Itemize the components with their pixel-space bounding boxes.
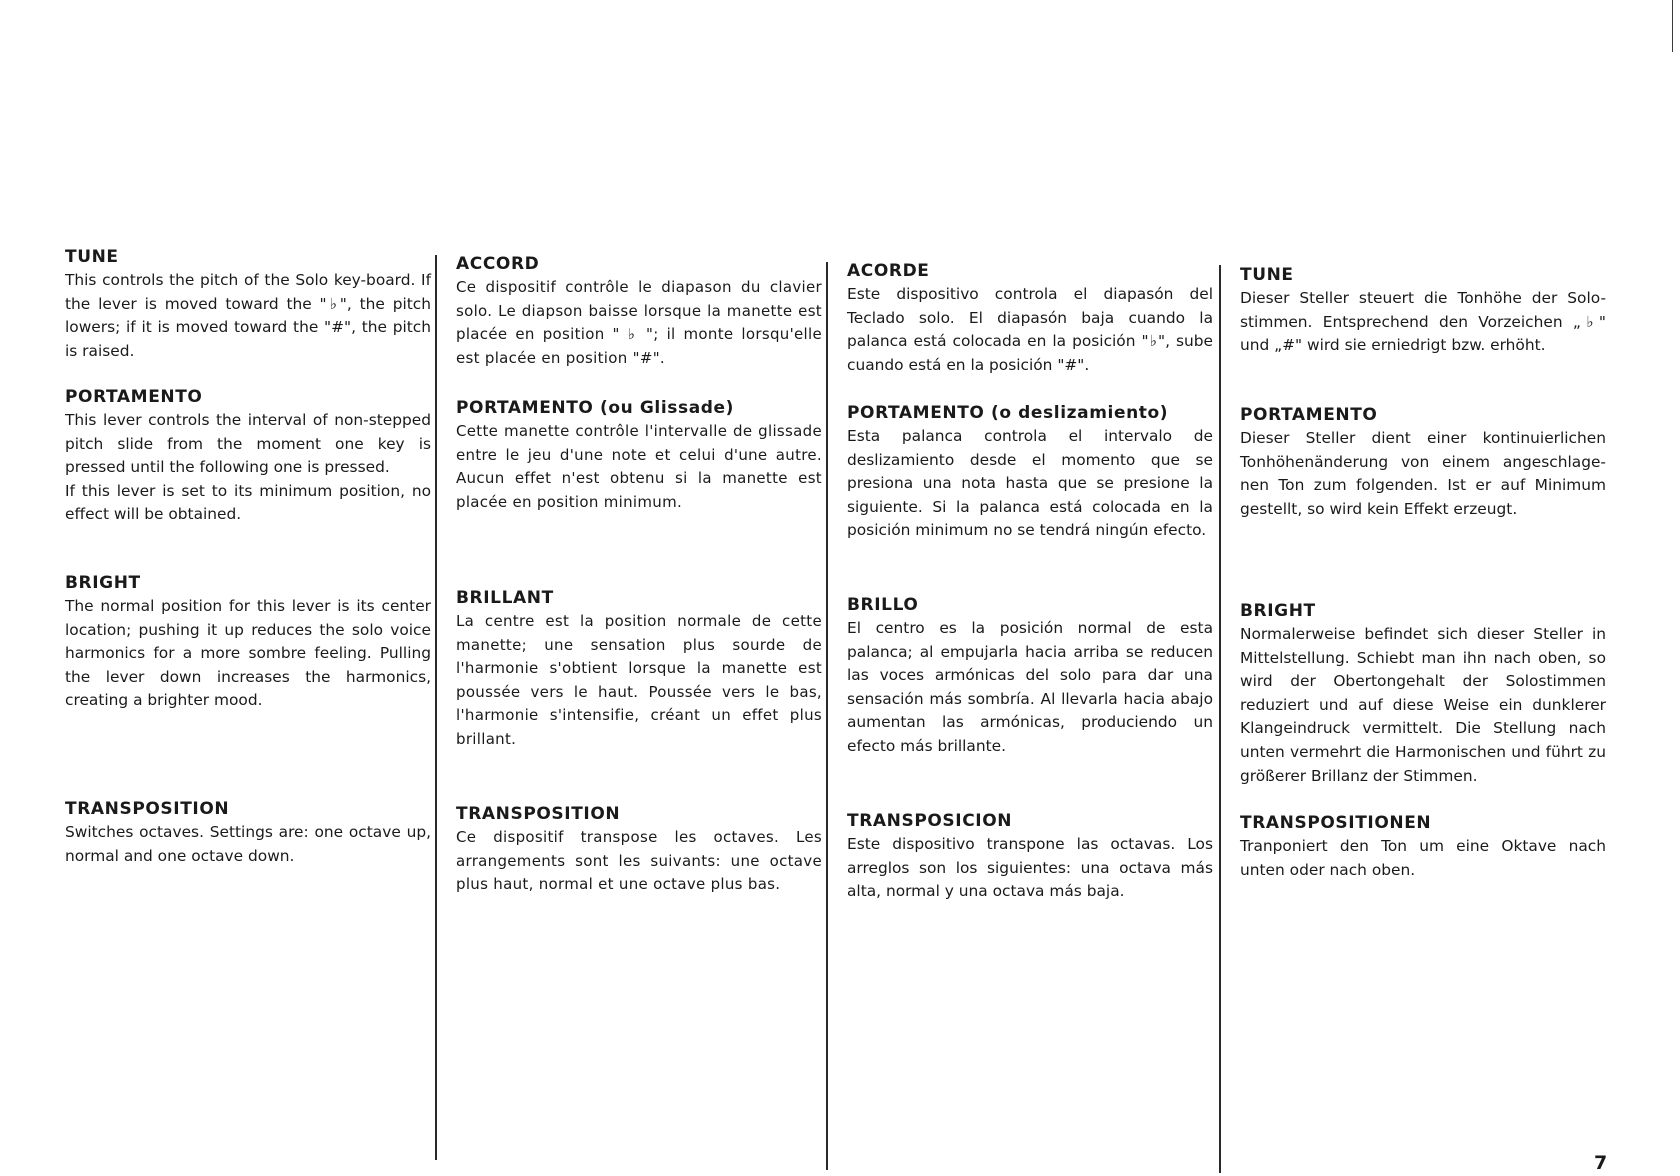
page-number: 7 <box>1594 1152 1608 1174</box>
section-bright <box>1240 600 1606 788</box>
section-title: ACORDE <box>847 261 930 281</box>
section-body: This controls the pitch of the Solo key-board. If the lever is moved toward the "♭", the pitch lowers; if it is moved toward the "#", the pitch is raised. <box>65 271 431 360</box>
section-body: Ce dispositif transpose les octaves. Les arrangements sont les suivants: une octave plus haut, normal et une octave plus bas. <box>456 828 822 894</box>
section-title: PORTAMENTO <box>65 387 203 407</box>
section-tune <box>847 260 1213 377</box>
section-body: Dieser Steller dient einer kontinuierlichen Tonhöhenänderung von einem angeschlage-nen Ton zum folgenden. Ist er auf Minimum gestellt, so wird kein Effekt erzeugt. <box>1240 429 1606 518</box>
section-body: Normalerweise befindet sich dieser Steller in Mittelstellung. Schiebt man ihn nach oben, so wird der Obertongehalt der Solostimmen reduziert und auf diese Weise ein dunklerer Klangeindruck vermittelt. Die Stellung nach unten vermehrt die Harmonischen und führt zu größerer Brillanz der Stimmen. <box>1240 625 1606 785</box>
section-title: PORTAMENTO <box>1240 405 1378 425</box>
column-divider <box>1219 265 1221 1173</box>
section-body: Ce dispositif contrôle le diapason du clavier solo. Le diapson baisse lorsque la manette est placée en position " ♭ "; il monte lorsqu'elle est placée en position "#". <box>456 278 822 367</box>
section-title: PORTAMENTO (ou Glissade) <box>456 398 735 418</box>
column-divider <box>826 262 828 1170</box>
section-title: ACCORD <box>456 254 540 274</box>
section-title: TRANSPOSITION <box>65 799 230 819</box>
section-title: PORTAMENTO (o deslizamiento) <box>847 403 1169 423</box>
section-tune <box>456 253 822 370</box>
section-portamento <box>847 402 1213 543</box>
section-title: TRANSPOSITIONEN <box>1240 813 1432 833</box>
section-title: BRILLO <box>847 595 919 615</box>
section-body: Este dispositivo transpone las octavas. Los arreglos son los siguientes: una octava más alta, normal y una octava más baja. <box>847 835 1213 901</box>
section-body: El centro es la posición normal de esta palanca; al empujarla hacia arriba se reducen las voces armónicas del solo para dar una sensación más sombría. Al llevarla hacia abajo aumentan las armónicas, produciendo un efecto más brillante. <box>847 619 1213 755</box>
section-title: TRANSPOSICION <box>847 811 1013 831</box>
section-body: La centre est la position normale de cette manette; une sensation plus sourde de l'harmonie s'obtient lorsque la manette est poussée vers le haut. Poussée vers le bas, l'harmonie s'intensifie, créant un effet plus brillant. <box>456 612 822 748</box>
section-body: This lever controls the interval of non-stepped pitch slide from the moment one key is pressed until the following one is pressed. If this lever is set to its minimum position, no effect will be obtained. <box>65 411 431 524</box>
section-portamento <box>65 386 431 527</box>
section-body: Cette manette contrôle l'intervalle de glissade entre le jeu d'une note et celui d'une autre. Aucun effet n'est obtenu si la manette est placée en position minimum. <box>456 422 822 511</box>
section-bright <box>456 587 822 752</box>
section-body: Este dispositivo controla el diapasón del Teclado solo. El diapasón baja cuando la palanca está colocada en la posición "♭", sube cuando está en la posición "#". <box>847 285 1213 374</box>
section-tune <box>1240 264 1606 358</box>
section-tune <box>65 246 431 363</box>
section-bright <box>847 594 1213 759</box>
section-title: TUNE <box>1240 265 1294 285</box>
section-body: The normal position for this lever is its center location; pushing it up reduces the solo voice harmonics for a more sombre feeling. Pulling the lever down increases the harmonics, creating a brighter mood. <box>65 597 431 710</box>
section-title: BRIGHT <box>65 573 141 593</box>
section-transposition <box>65 798 431 868</box>
section-transposition <box>847 810 1213 904</box>
section-title: BRIGHT <box>1240 601 1316 621</box>
section-transposition <box>1240 812 1606 882</box>
section-title: TUNE <box>65 247 119 267</box>
section-portamento <box>456 397 822 514</box>
page-edge-mark <box>1672 0 1673 52</box>
section-bright <box>65 572 431 713</box>
section-transposition <box>456 803 822 897</box>
section-portamento <box>1240 404 1606 521</box>
section-body: Switches octaves. Settings are: one octave up, normal and one octave down. <box>65 823 431 865</box>
section-title: TRANSPOSITION <box>456 804 621 824</box>
section-body: Esta palanca controla el intervalo de deslizamiento desde el momento que se presiona una nota hasta que se presione la siguiente. Si la palanca está colocada en la posición minimum no se tendrá ningún efecto. <box>847 427 1213 540</box>
section-title: BRILLANT <box>456 588 554 608</box>
section-body: Tranponiert den Ton um eine Oktave nach unten oder nach oben. <box>1240 837 1606 879</box>
column-divider <box>435 255 437 1160</box>
section-body: Dieser Steller steuert die Tonhöhe der Solo-stimmen. Entsprechend den Vorzeichen „♭" und „#" wird sie erniedrigt bzw. erhöht. <box>1240 289 1606 355</box>
